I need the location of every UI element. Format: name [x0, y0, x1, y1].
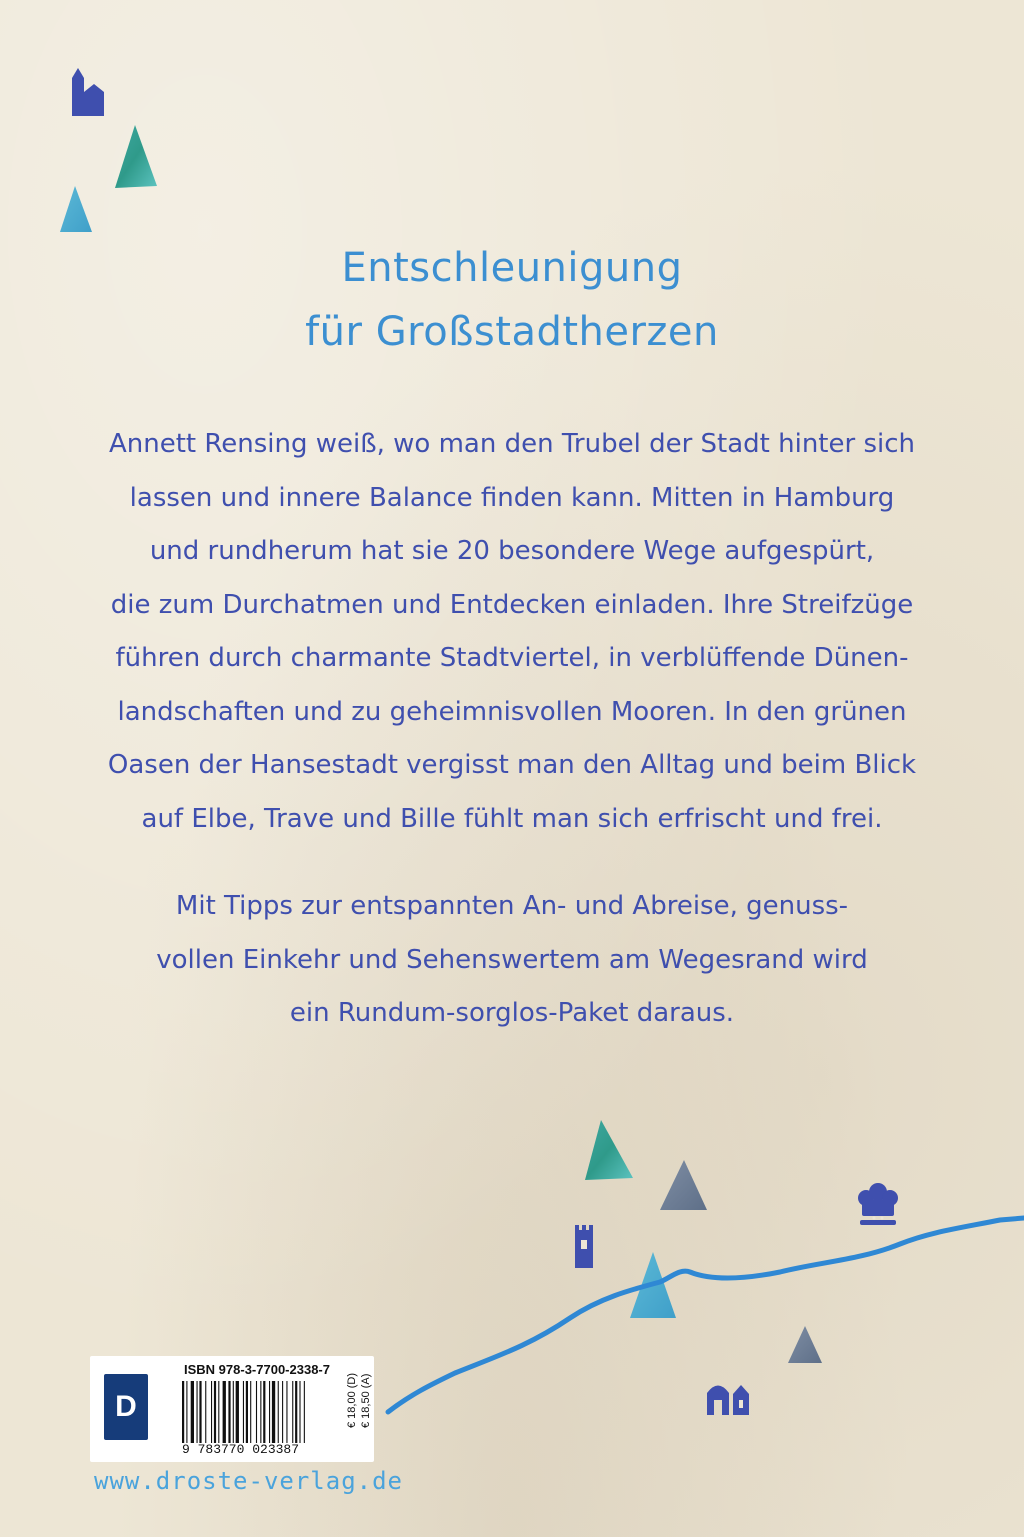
price-austria: € 18,50 (A): [360, 1373, 372, 1428]
publisher-logo: [104, 1374, 148, 1440]
barcode-bar: [211, 1381, 212, 1443]
houses-icon: [707, 1385, 749, 1415]
barcode-bar: [269, 1381, 270, 1443]
barcode-bar: [233, 1381, 234, 1443]
blurb-line: auf Elbe, Trave und Bille fühlt man sich erfrischt und frei.: [141, 803, 883, 834]
blurb-line: Mit Tipps zur entspannten An- und Abreise, genuss-: [175, 891, 849, 921]
title-line-2: für Großstadtherzen: [305, 309, 719, 355]
blurb-line: landschaften und zu geheimnisvollen Mooren. In den grünen: [117, 696, 907, 727]
tree-icon: [115, 125, 157, 188]
barcode-bar: [236, 1381, 239, 1443]
tower-icon: [575, 1225, 593, 1268]
barcode-bar: [191, 1381, 194, 1443]
barcode-bar: [304, 1381, 305, 1443]
barcode-bar: [246, 1381, 248, 1443]
publisher-website[interactable]: www.droste-verlag.de: [94, 1467, 403, 1495]
barcode-bar: [182, 1381, 184, 1443]
church-icon: [72, 68, 104, 116]
barcode-bar: [282, 1381, 283, 1443]
blurb-line: ein Rundum-sorglos-Paket daraus.: [289, 998, 735, 1028]
barcode-bar: [286, 1381, 287, 1443]
barcode-bar: [214, 1381, 216, 1443]
barcode-number: 9 783770 023387: [182, 1442, 300, 1457]
barcode-bar: [295, 1381, 297, 1443]
chef-hat-icon: [858, 1183, 898, 1225]
blurb-line: die zum Durchatmen und Entdecken einladen. Ihre Streifzüge: [110, 589, 914, 620]
blurb-line: Annett Rensing weiß, wo man den Trubel der Stadt hinter sich: [109, 429, 915, 459]
blurb-paragraph-2: [60, 880, 964, 1041]
barcode-bar: [256, 1381, 257, 1443]
barcode-bars: [182, 1381, 342, 1443]
river-path: [388, 1218, 1024, 1412]
barcode-bar: [272, 1381, 275, 1443]
barcode-bar: [243, 1381, 244, 1443]
barcode-bar: [228, 1381, 230, 1443]
mountain-icon: [788, 1326, 822, 1363]
barcode-bar: [199, 1381, 201, 1443]
blurb-paragraph-1: [60, 418, 964, 846]
barcode-bar: [218, 1381, 219, 1443]
publisher-logo-letter: D: [115, 1390, 137, 1423]
blurb-line: und rundherum hat sie 20 besondere Wege aufgespürt,: [149, 536, 875, 566]
cover-title: [0, 236, 1024, 364]
blurb-line: vollen Einkehr und Sehenswertem am Wegesrand wird: [156, 944, 868, 975]
barcode-bar: [260, 1381, 261, 1443]
barcode-bar: [223, 1381, 226, 1443]
blurb-line: lassen und innere Balance finden kann. Mitten in Hamburg: [129, 482, 895, 513]
title-line-1: Entschleunigung: [341, 245, 683, 291]
blurb-line: Oasen der Hansestadt vergisst man den Alltag und beim Blick: [107, 750, 917, 780]
mountain-icon: [660, 1160, 707, 1210]
price-germany: € 18,00 (D): [346, 1372, 358, 1428]
tree-icon: [60, 186, 92, 232]
barcode-bar: [205, 1381, 206, 1443]
isbn-text: ISBN 978-3-7700-2338-7: [184, 1362, 330, 1377]
barcode-bar: [299, 1381, 300, 1443]
barcode-bar: [250, 1381, 251, 1443]
barcode-label: [90, 1356, 374, 1462]
blurb-line: führen durch charmante Stadtviertel, in verblüffende Dünen-: [115, 643, 909, 673]
barcode-bar: [263, 1381, 265, 1443]
barcode-bar: [197, 1381, 198, 1443]
barcode-bar: [186, 1381, 187, 1443]
barcode-bar: [292, 1381, 293, 1443]
tree-icon: [585, 1120, 633, 1180]
barcode-bar: [278, 1381, 279, 1443]
